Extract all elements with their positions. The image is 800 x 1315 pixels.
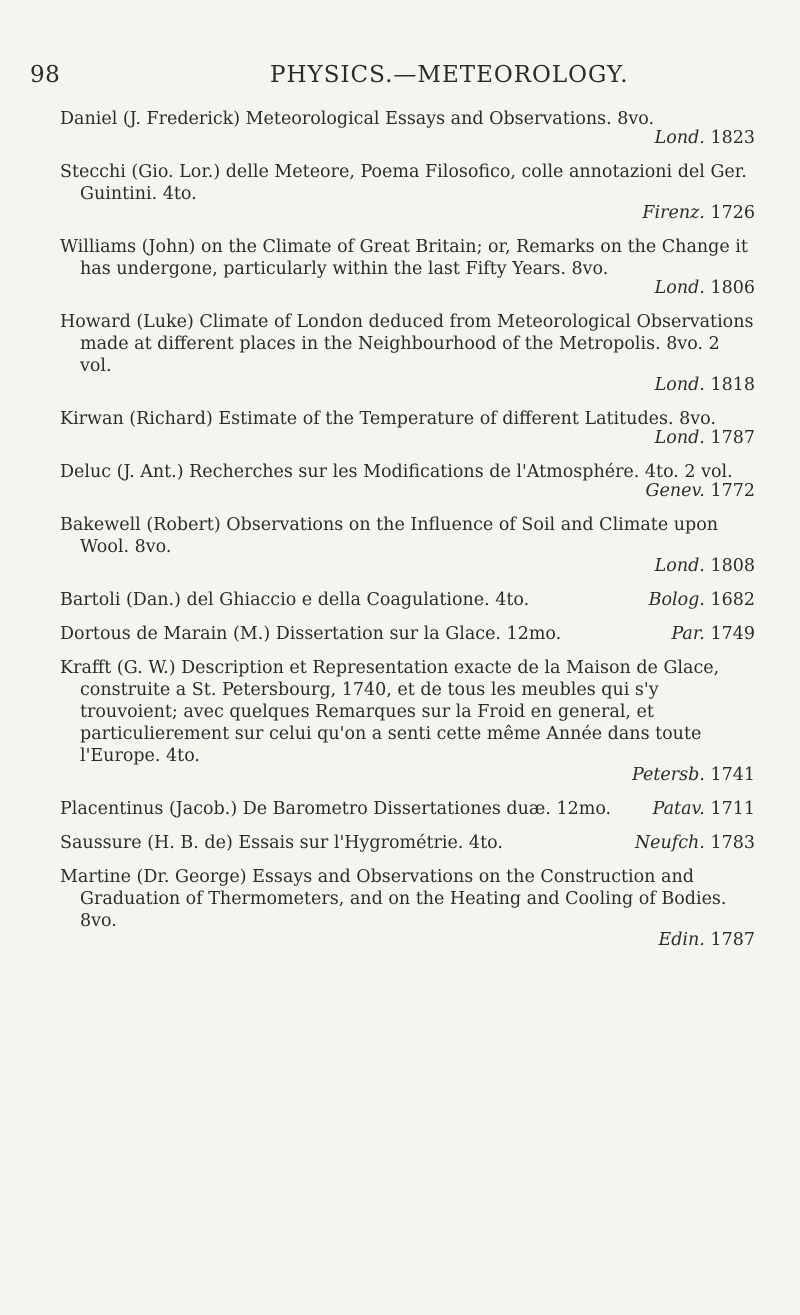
entry-imprint <box>80 427 755 449</box>
entry-year: 1808 <box>710 556 755 576</box>
entry-year: 1823 <box>710 128 755 148</box>
entry-year: 1726 <box>710 203 755 223</box>
bibliography-entry <box>60 408 755 449</box>
bibliography-entry <box>60 311 755 396</box>
entry-text: Daniel (J. Frederick) Meteorological Essays and Observations. 8vo. <box>60 109 655 129</box>
bibliography-entry <box>60 832 755 854</box>
entry-text: Placentinus (Jacob.) De Barometro Dissertationes duæ. 12mo. <box>60 799 612 819</box>
entry-text: Howard (Luke) Climate of London deduced from Meteorological Observations made at different places in the Neighbourhood of the Metropolis. 8vo. 2 vol. <box>60 312 754 376</box>
entry-imprint <box>80 127 755 149</box>
bibliography-list <box>60 108 755 963</box>
entry-place: Petersb. <box>632 765 705 785</box>
entry-text: Krafft (G. W.) Description et Representation exacte de la Maison de Glace, construite a St. Petersbourg, 1740, et de tous les meubles qui s'y trouvoient; avec quelques Remarques sur la Froid en general, et particulierement sur celui qu'on a senti cette même Année dans toute l'Europe. 4to. <box>60 658 720 766</box>
entry-year: 1711 <box>710 799 755 819</box>
entry-year: 1806 <box>710 278 755 298</box>
entry-place: Par. <box>671 624 705 644</box>
entry-place: Lond. <box>654 375 705 395</box>
entry-imprint <box>80 374 755 396</box>
entry-imprint <box>80 555 755 577</box>
entry-imprint <box>80 480 755 502</box>
entry-place: Genev. <box>645 481 705 501</box>
entry-year: 1749 <box>710 624 755 644</box>
entry-year: 1772 <box>710 481 755 501</box>
bibliography-entry <box>60 161 755 224</box>
bibliography-entry <box>60 461 755 502</box>
entry-place: Firenz. <box>642 203 705 223</box>
entry-place: Lond. <box>654 428 705 448</box>
entry-year: 1682 <box>710 590 755 610</box>
entry-imprint <box>649 589 755 611</box>
entry-year: 1787 <box>710 428 755 448</box>
bibliography-entry <box>60 798 755 820</box>
entry-year: 1741 <box>710 765 755 785</box>
entry-text: Kirwan (Richard) Estimate of the Temperature of different Latitudes. 8vo. <box>60 409 716 429</box>
bibliography-entry <box>60 866 755 951</box>
entry-year: 1787 <box>710 930 755 950</box>
entry-year: 1783 <box>710 833 755 853</box>
entry-place: Neufch. <box>634 833 705 853</box>
entry-text: Williams (John) on the Climate of Great Britain; or, Remarks on the Change it has undergone, particularly within the last Fifty Years. 8vo. <box>60 237 748 279</box>
entry-text: Dortous de Marain (M.) Dissertation sur la Glace. 12mo. <box>60 624 562 644</box>
entry-imprint <box>635 832 755 854</box>
page-number: 98 <box>30 62 61 88</box>
entry-year: 1818 <box>710 375 755 395</box>
entry-place: Lond. <box>654 278 705 298</box>
entry-text: Martine (Dr. George) Essays and Observations on the Construction and Graduation of Thermometers, and on the Heating and Cooling of Bodies. 8vo. <box>60 867 727 931</box>
bibliography-entry <box>60 657 755 786</box>
entry-place: Bolog. <box>648 590 705 610</box>
entry-place: Lond. <box>654 128 705 148</box>
entry-place: Patav. <box>652 799 705 819</box>
entry-imprint <box>80 929 755 951</box>
bibliography-entry <box>60 589 755 611</box>
entry-text: Bartoli (Dan.) del Ghiaccio e della Coagulatione. 4to. <box>60 590 530 610</box>
entry-imprint <box>653 798 755 820</box>
entry-text: Stecchi (Gio. Lor.) delle Meteore, Poema Filosofico, colle annotazioni del Ger. Guintini. 4to. <box>60 162 747 204</box>
entry-text: Saussure (H. B. de) Essais sur l'Hygrométrie. 4to. <box>60 833 503 853</box>
bibliography-entry <box>60 514 755 577</box>
entry-text: Bakewell (Robert) Observations on the Influence of Soil and Climate upon Wool. 8vo. <box>60 515 719 557</box>
entry-imprint <box>671 623 755 645</box>
entry-place: Edin. <box>658 930 705 950</box>
bibliography-entry <box>60 236 755 299</box>
entry-imprint <box>80 202 755 224</box>
entry-place: Lond. <box>654 556 705 576</box>
entry-imprint <box>80 277 755 299</box>
bibliography-entry <box>60 108 755 149</box>
entry-text: Deluc (J. Ant.) Recherches sur les Modifications de l'Atmosphére. 4to. 2 vol. <box>60 462 733 482</box>
entry-imprint <box>80 764 755 786</box>
running-head: PHYSICS.—METEOROLOGY. <box>270 62 629 88</box>
bibliography-entry <box>60 623 755 645</box>
page-header <box>30 62 770 102</box>
